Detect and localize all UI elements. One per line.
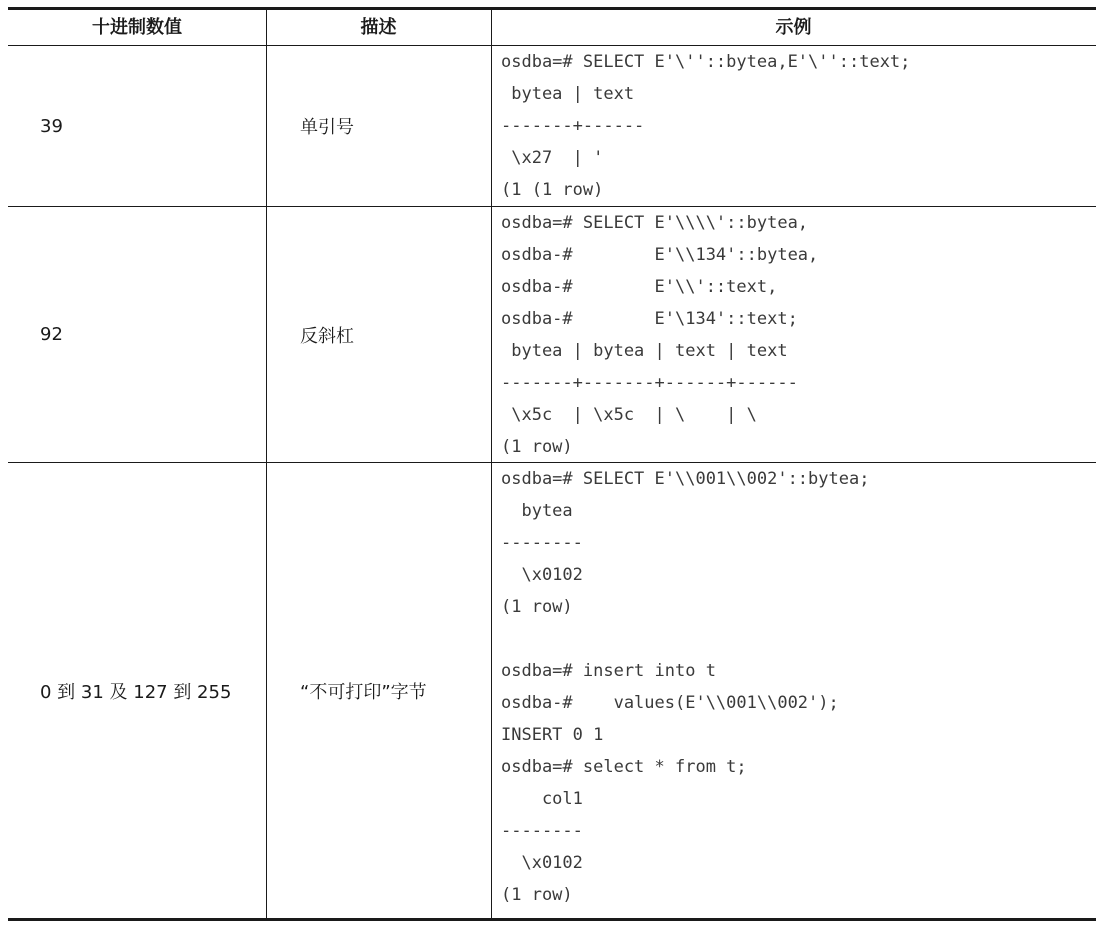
column-divider [491, 7, 492, 920]
code-line: bytea | text [501, 84, 635, 104]
code-line: (1 row) [501, 885, 573, 905]
table-bottom-rule [8, 918, 1096, 921]
code-line: osdba-# E'\134'::text; [501, 309, 798, 329]
example-code [501, 463, 1091, 911]
code-line: \x0102 [501, 853, 583, 873]
example-code [501, 46, 1091, 206]
decimal-cell: 0 到 31 及 127 到 255 [40, 681, 232, 703]
description-cell: “不可打印”字节 [300, 681, 427, 703]
code-line: -------- [501, 533, 583, 553]
code-line: -------+-------+------+------ [501, 373, 798, 393]
code-line: osdba=# select * from t; [501, 757, 747, 777]
code-line: bytea [501, 501, 573, 521]
code-line: -------- [501, 821, 583, 841]
decimal-cell: 92 [40, 324, 63, 345]
code-line: (1 (1 row) [501, 180, 604, 200]
description-cell: 单引号 [300, 117, 354, 138]
code-line: \x0102 [501, 565, 583, 585]
code-line: (1 row) [501, 597, 573, 617]
header-description: 描述 [360, 17, 397, 38]
code-line: osdba=# SELECT E'\\001\\002'::bytea; [501, 469, 870, 489]
header-decimal: 十进制数值 [92, 17, 182, 38]
code-line: col1 [501, 789, 583, 809]
code-line: osdba=# SELECT E'\\\\'::bytea, [501, 213, 809, 233]
header-example: 示例 [775, 17, 812, 38]
code-line: \x5c | \x5c | \ | \ [501, 405, 757, 425]
code-line: osdba=# insert into t [501, 661, 716, 681]
code-line: osdba=# SELECT E'\''::bytea,E'\''::text; [501, 52, 911, 72]
code-line: bytea | bytea | text | text [501, 341, 788, 361]
code-line [501, 623, 1091, 655]
decimal-cell: 39 [40, 115, 63, 137]
code-line: \x27 | ' [501, 148, 604, 168]
code-line: osdba-# values(E'\\001\\002'); [501, 693, 839, 713]
code-line: INSERT 0 1 [501, 725, 604, 745]
code-line: (1 row) [501, 437, 573, 457]
example-code [501, 207, 1091, 463]
description-cell: 反斜杠 [300, 325, 354, 347]
code-line: osdba-# E'\\134'::bytea, [501, 245, 819, 265]
code-line: osdba-# E'\\'::text, [501, 277, 778, 297]
code-line: -------+------ [501, 116, 645, 136]
